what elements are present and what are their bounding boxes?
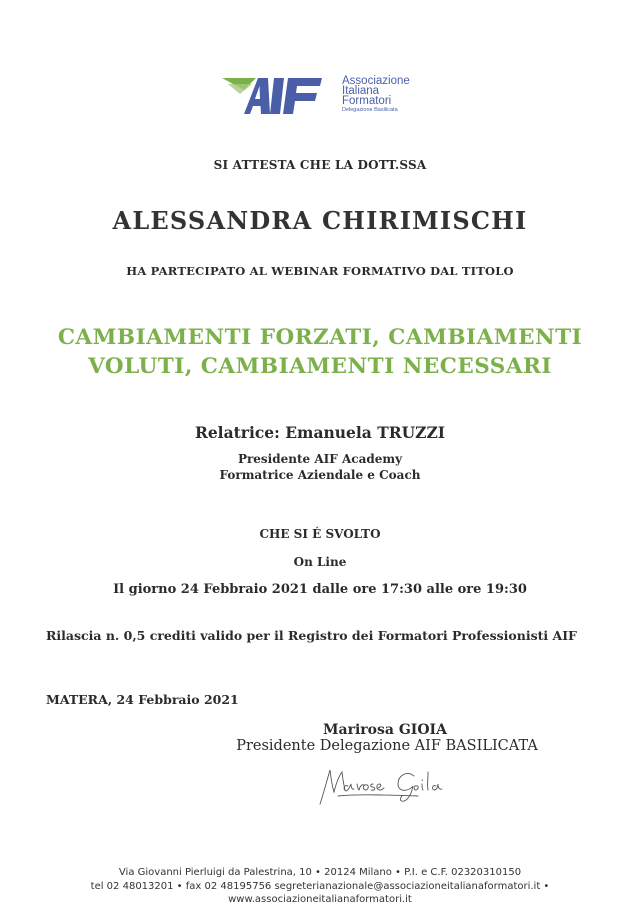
logo-line-4: Delegazione Basilicata — [342, 107, 398, 113]
signature-drawing — [318, 756, 468, 808]
footer-address: Via Giovanni Pierluigi da Palestrina, 10 • 20124 Milano • P.I. e C.F. 02320310150 — [118, 867, 522, 878]
aif-logo — [222, 76, 422, 120]
logo-line-2: Italiana — [342, 85, 380, 97]
held-statement: CHE SI É SVOLTO — [259, 527, 381, 541]
logo-line-1: Associazione — [342, 75, 410, 87]
handwritten-signature — [318, 756, 468, 808]
place-date: MATERA, 24 Febbraio 2021 — [46, 692, 239, 707]
logo-line-3: Formatori — [342, 95, 392, 107]
webinar-title — [0, 323, 640, 381]
credits-statement: Rilascia n. 0,5 crediti valido per il Registro dei Formatori Professionisti AIF — [46, 628, 577, 643]
logo-wordmark — [342, 76, 410, 114]
speaker-name: Relatrice: Emanuela TRUZZI — [194, 423, 446, 442]
footer-contact — [0, 866, 640, 907]
event-date-time: Il giorno 24 Febbraio 2021 dalle ore 17:30 alle ore 19:30 — [113, 582, 527, 597]
footer-website: www.associazioneitalianaformatori.it — [228, 894, 412, 905]
webinar-title-line-2: VOLUTI, CAMBIAMENTI NECESSARI — [88, 354, 552, 379]
signatory-name: Marirosa GIOIA — [323, 722, 447, 738]
footer-phone-email: tel 02 48013201 • fax 02 48195756 segreterianazionale@associazioneitalianaformatori.it • — [90, 880, 550, 892]
event-mode: On Line — [293, 555, 347, 569]
webinar-title-line-1: CAMBIAMENTI FORZATI, CAMBIAMENTI — [57, 325, 583, 350]
speaker-role-2: Formatrice Aziendale e Coach — [219, 467, 421, 482]
attestation-intro: SI ATTESTA CHE LA DOTT.SSA — [213, 158, 427, 172]
participation-statement: HA PARTECIPATO AL WEBINAR FORMATIVO DAL TITOLO — [126, 264, 514, 278]
recipient-name: ALESSANDRA CHIRIMISCHI — [112, 206, 528, 235]
speaker-roles — [0, 452, 640, 483]
signatory-role: Presidente Delegazione AIF BASILICATA — [236, 738, 538, 754]
aif-logo-mark — [222, 76, 334, 116]
speaker-role-1: Presidente AIF Academy — [237, 452, 403, 466]
